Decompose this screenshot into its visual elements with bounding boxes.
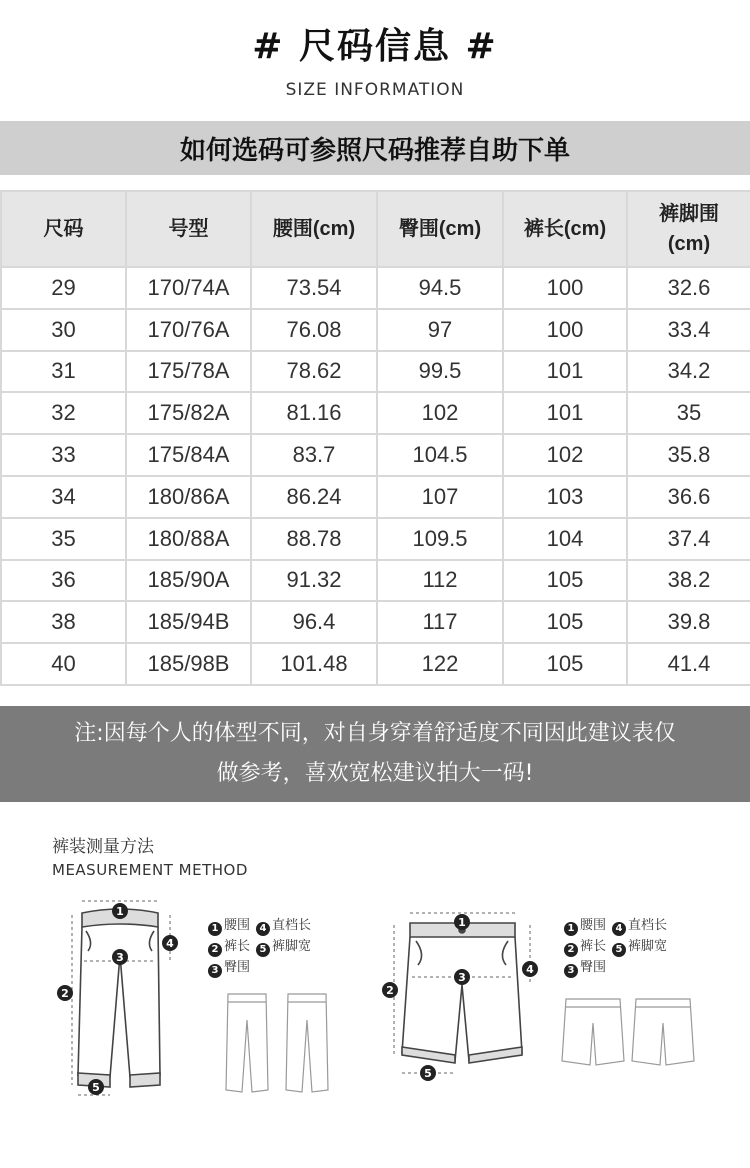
shorts-thumbnails: [560, 995, 710, 1070]
table-cell: 81.16: [251, 392, 377, 434]
table-cell: 40: [1, 643, 126, 685]
size-table: [0, 190, 750, 686]
pants-marker-1: 1: [116, 905, 124, 918]
table-cell: 180/86A: [126, 476, 251, 518]
note-line-1: 注:因每个人的体型不同，对自身穿着舒适度不同因此建议表仅: [74, 721, 676, 746]
pants-thumbnails: [222, 990, 342, 1100]
table-row: [1, 267, 750, 309]
pants-legend: 1 腰围 4 直档长 2 裤长 5 裤脚宽 3 臀围: [208, 915, 311, 978]
table-row: [1, 601, 750, 643]
table-cell: 78.62: [251, 351, 377, 393]
table-cell: 112: [377, 560, 503, 602]
table-row: [1, 392, 750, 434]
table-cell: 37.4: [627, 518, 750, 560]
table-cell: 38.2: [627, 560, 750, 602]
table-cell: 96.4: [251, 601, 377, 643]
table-cell: 33: [1, 434, 126, 476]
table-cell: 32.6: [627, 267, 750, 309]
table-cell: 29: [1, 267, 126, 309]
table-row: [1, 476, 750, 518]
table-cell: 86.24: [251, 476, 377, 518]
column-header: 裤长(cm): [503, 191, 627, 267]
table-cell: 36: [1, 560, 126, 602]
table-cell: 109.5: [377, 518, 503, 560]
table-cell: 104: [503, 518, 627, 560]
pants-marker-4: 4: [166, 937, 174, 950]
table-cell: 94.5: [377, 267, 503, 309]
table-cell: 73.54: [251, 267, 377, 309]
table-row: [1, 643, 750, 685]
table-cell: 30: [1, 309, 126, 351]
table-header-row: [1, 191, 750, 267]
table-cell: 185/90A: [126, 560, 251, 602]
column-header: 号型: [126, 191, 251, 267]
table-cell: 34.2: [627, 351, 750, 393]
table-cell: 100: [503, 309, 627, 351]
pants-marker-2: 2: [61, 987, 69, 1000]
size-guide-banner: 如何选码可参照尺码推荐自助下单: [0, 121, 750, 175]
table-cell: 39.8: [627, 601, 750, 643]
page-subtitle: SIZE INFORMATION: [285, 80, 465, 100]
measurement-title: 裤装测量方法: [52, 837, 154, 857]
table-cell: 105: [503, 643, 627, 685]
table-cell: 185/98B: [126, 643, 251, 685]
sizing-note: [0, 706, 750, 802]
table-cell: 185/94B: [126, 601, 251, 643]
note-line-2: 做参考，喜欢宽松建议拍大一码!: [216, 761, 534, 786]
table-row: [1, 351, 750, 393]
table-cell: 104.5: [377, 434, 503, 476]
shorts-marker-2: 2: [386, 984, 394, 997]
shorts-marker-4: 4: [526, 963, 534, 976]
table-cell: 180/88A: [126, 518, 251, 560]
measurement-subtitle: MEASUREMENT METHOD: [52, 861, 248, 879]
pants-marker-3: 3: [116, 951, 124, 964]
table-cell: 97: [377, 309, 503, 351]
table-cell: 170/76A: [126, 309, 251, 351]
pants-marker-5: 5: [92, 1081, 100, 1094]
table-cell: 34: [1, 476, 126, 518]
table-row: [1, 434, 750, 476]
shorts-legend: 1 腰围 4 直档长 2 裤长 5 裤脚宽 3 臀围: [564, 915, 667, 978]
table-cell: 122: [377, 643, 503, 685]
table-cell: 101.48: [251, 643, 377, 685]
shorts-marker-3: 3: [458, 971, 466, 984]
table-cell: 35: [1, 518, 126, 560]
column-header: 腰围(cm): [251, 191, 377, 267]
table-cell: 76.08: [251, 309, 377, 351]
table-cell: 107: [377, 476, 503, 518]
page-title: # 尺码信息 #: [252, 26, 498, 67]
table-cell: 91.32: [251, 560, 377, 602]
table-cell: 170/74A: [126, 267, 251, 309]
table-cell: 175/84A: [126, 434, 251, 476]
table-cell: 175/78A: [126, 351, 251, 393]
table-cell: 36.6: [627, 476, 750, 518]
table-cell: 101: [503, 392, 627, 434]
table-cell: 105: [503, 601, 627, 643]
table-row: [1, 518, 750, 560]
table-cell: 31: [1, 351, 126, 393]
table-row: [1, 309, 750, 351]
table-cell: 41.4: [627, 643, 750, 685]
table-cell: 117: [377, 601, 503, 643]
table-cell: 99.5: [377, 351, 503, 393]
table-cell: 102: [503, 434, 627, 476]
table-cell: 32: [1, 392, 126, 434]
column-header: 臀围(cm): [377, 191, 503, 267]
table-row: [1, 560, 750, 602]
table-cell: 175/82A: [126, 392, 251, 434]
table-cell: 100: [503, 267, 627, 309]
pants-diagram: [50, 895, 200, 1100]
shorts-marker-5: 5: [424, 1067, 432, 1080]
shorts-diagram: [380, 905, 545, 1095]
table-cell: 35: [627, 392, 750, 434]
table-cell: 35.8: [627, 434, 750, 476]
table-cell: 33.4: [627, 309, 750, 351]
table-cell: 88.78: [251, 518, 377, 560]
table-cell: 102: [377, 392, 503, 434]
shorts-marker-1: 1: [458, 916, 466, 929]
table-cell: 83.7: [251, 434, 377, 476]
table-cell: 38: [1, 601, 126, 643]
table-cell: 105: [503, 560, 627, 602]
column-header: 裤脚围 (cm): [627, 191, 750, 267]
column-header: 尺码: [1, 191, 126, 267]
table-cell: 103: [503, 476, 627, 518]
table-cell: 101: [503, 351, 627, 393]
